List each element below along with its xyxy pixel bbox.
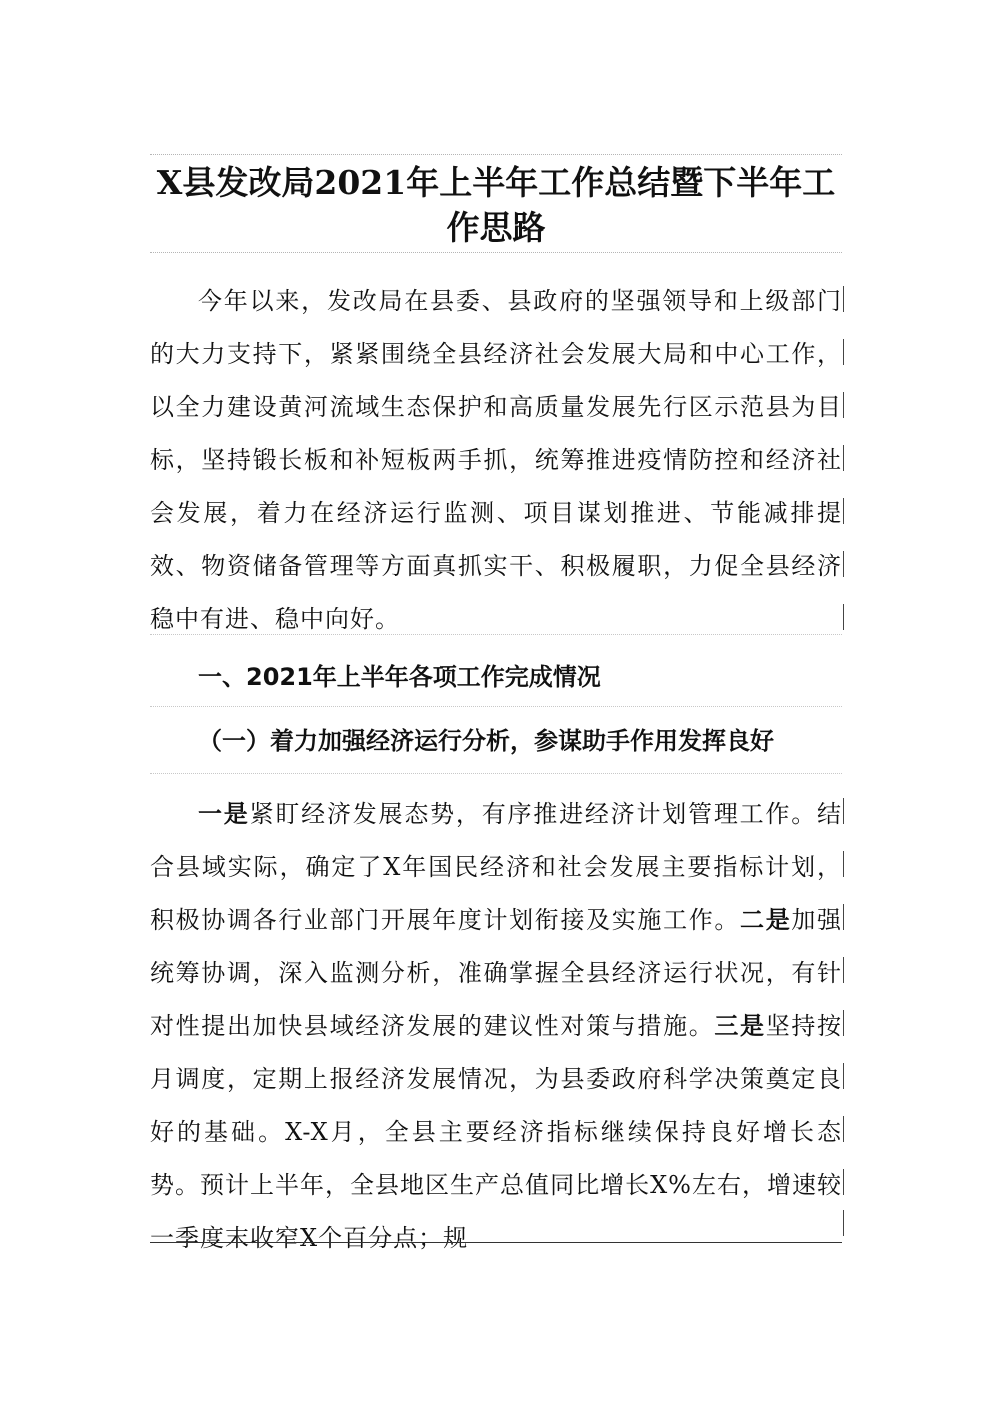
margin-marker xyxy=(843,904,844,930)
margin-marker xyxy=(843,1169,844,1195)
margin-marker xyxy=(843,957,844,983)
paragraph-separator xyxy=(150,634,842,635)
body-text-2: 加强统筹协调，深入监测分析，准确掌握全县经济运行状况，有针对性提出加快县域经济发展的建议性对策与措施。 xyxy=(150,906,843,1040)
subsection-heading: （一）着力加强经济运行分析，参谋助手作用发挥良好 xyxy=(198,727,774,755)
lead-term-1: 一是 xyxy=(198,800,250,828)
margin-marker xyxy=(843,551,844,577)
body-text-3: 坚持按月调度，定期上报经济发展情况，为县委政府科学决策奠定良好的基础。X-X月，全县主要经济指标继续保持良好增长态势。预计上半年，全县地区生产总值同比增长X%左右，增速较一季度末收窄X个百分点；规 xyxy=(150,1012,843,1252)
margin-marker xyxy=(843,798,844,824)
margin-marker xyxy=(843,1210,844,1236)
page-bottom-rule xyxy=(150,1242,842,1243)
margin-marker xyxy=(843,1063,844,1089)
document-title: X县发改局2021年上半年工作总结暨下半年工作思路 xyxy=(156,163,836,247)
heading-separator xyxy=(150,773,842,774)
lead-term-2: 二是 xyxy=(740,906,792,934)
margin-marker xyxy=(843,1010,844,1036)
margin-marker xyxy=(843,851,844,877)
margin-marker xyxy=(843,286,844,312)
title-bottom-rule xyxy=(150,252,842,253)
body-paragraph xyxy=(150,788,843,1252)
margin-marker xyxy=(843,392,844,418)
margin-marker xyxy=(843,498,844,524)
margin-marker xyxy=(843,339,844,365)
margin-marker xyxy=(843,445,844,471)
margin-marker xyxy=(843,1116,844,1142)
intro-paragraph: 今年以来，发改局在县委、县政府的坚强领导和上级部门的大力支持下，紧紧围绕全县经济社会发展大局和中心工作，以全力建设黄河流域生态保护和高质量发展先行区示范县为目标，坚持锻长板和补短板两手抓，统筹推进疫情防控和经济社会发展，着力在经济运行监测、项目谋划推进、节能减排提效、物资储备管理等方面真抓实干、积极履职，力促全县经济稳中有进、稳中向好。 xyxy=(150,287,842,633)
section-heading: 一、2021年上半年各项工作完成情况 xyxy=(198,663,601,691)
body-text-1: 紧盯经济发展态势，有序推进经济计划管理工作。结合县域实际，确定了X年国民经济和社会发展主要指标计划，积极协调各行业部门开展年度计划衔接及实施工作。 xyxy=(150,800,843,934)
heading-separator xyxy=(150,706,842,707)
lead-term-3: 三是 xyxy=(714,1012,766,1040)
document-page xyxy=(150,150,842,1250)
margin-marker xyxy=(843,604,844,630)
title-top-rule xyxy=(150,154,842,155)
